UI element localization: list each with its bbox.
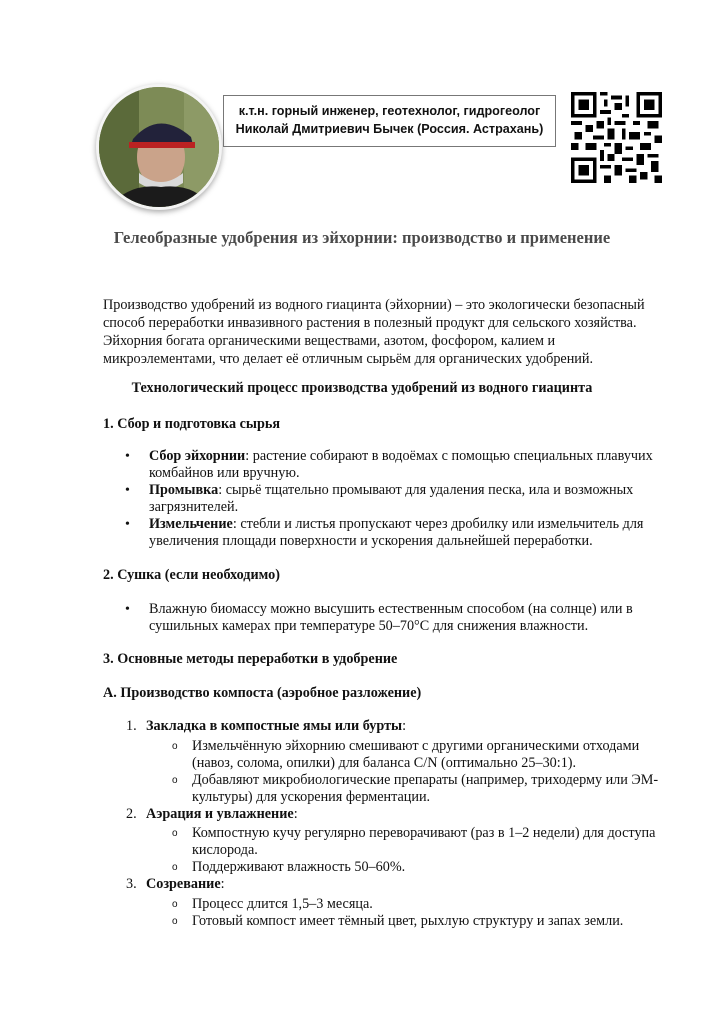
qr-code-icon [571,92,662,183]
step-suffix: : [293,806,298,822]
step-number: 2. [126,806,137,822]
step-1-sublist [170,738,675,806]
document-title: Гелеобразные удобрения из эйхорнии: производство и применение [113,228,611,247]
item-text: : растение собирают в водоёмах с помощью специальных плавучих комбайнов или вручную. [149,448,653,481]
step-title: Аэрация и увлажнение [146,806,294,822]
qr-code [571,92,662,183]
author-name: Николай Дмитриевич Бычек (Россия. Астрахань) [235,122,544,136]
list-item [103,482,693,516]
step-number: 3. [126,876,137,892]
step-suffix: : [402,718,407,734]
list-item [103,516,693,550]
list-item: o Готовый компост имеет тёмный цвет, рыхлую структуру и запах земли. [170,913,675,930]
list-item: o Компостную кучу регулярно переворачивают (раз в 1–2 недели) для доступа кислорода. [170,825,675,859]
step-3 [126,876,666,893]
step-suffix: : [220,876,225,892]
step-2-sublist [170,825,675,876]
section-a-heading: А. Производство компоста (аэробное разложение) [103,685,422,701]
section-1-list [103,448,693,550]
section-3-heading: 3. Основные методы переработки в удобрение [103,651,398,667]
step-1 [126,718,666,735]
list-item: • Влажную биомассу можно высушить естественным способом (на солнце) или в сушильных камерах при температуре 50–70°C для снижения влажности. [103,601,668,635]
step-3-sublist [170,896,675,930]
list-item: o Добавляют микробиологические препараты (например, триходерму или ЭМ-культуры) для ускорения ферментации. [170,772,675,806]
process-heading: Технологический процесс производства удобрений из водного гиацинта [131,380,593,396]
item-term: Промывка [149,482,219,498]
list-item: o Поддерживают влажность 50–60%. [170,859,675,876]
item-term: Измельчение [149,516,233,532]
list-item: o Процесс длится 1,5–3 месяца. [170,896,675,913]
step-2 [126,806,666,823]
author-portrait-image [99,87,219,207]
item-text: : сырьё тщательно промывают для удаления песка, ила и возможных загрязнителей. [149,482,634,515]
step-title: Созревание [146,876,221,892]
intro-paragraph: Производство удобрений из водного гиацинта (эйхорнии) – это экологически безопасный способ переработки инвазивного растения в полезный продукт для сельского хозяйства. Эйхорния богата органическими веществами, азотом, фосфором, калием и микроэлементами, что делает её отличным сырьём для органических удобрений. [103,297,645,367]
section-2-heading: 2. Сушка (если необходимо) [103,567,280,583]
item-text: : стебли и листья пропускают через дробилку или измельчитель для увеличения площади поверхности и ускорения дальнейшей переработки. [149,516,644,549]
author-credentials: к.т.н. горный инженер, геотехнолог, гидрогеолог [238,104,541,118]
item-term: Сбор эйхорнии [149,448,246,464]
step-title: Закладка в компостные ямы или бурты [146,718,403,734]
section-1-heading: 1. Сбор и подготовка сырья [103,416,281,432]
author-photo [96,84,222,210]
author-info-box [223,95,556,147]
section-2-list [103,601,668,635]
list-item [103,448,693,482]
step-number: 1. [126,718,137,734]
list-item: o Измельчённую эйхорнию смешивают с другими органическими отходами (навоз, солома, опилки) для баланса C/N (оптимально 25–30:1). [170,738,675,772]
